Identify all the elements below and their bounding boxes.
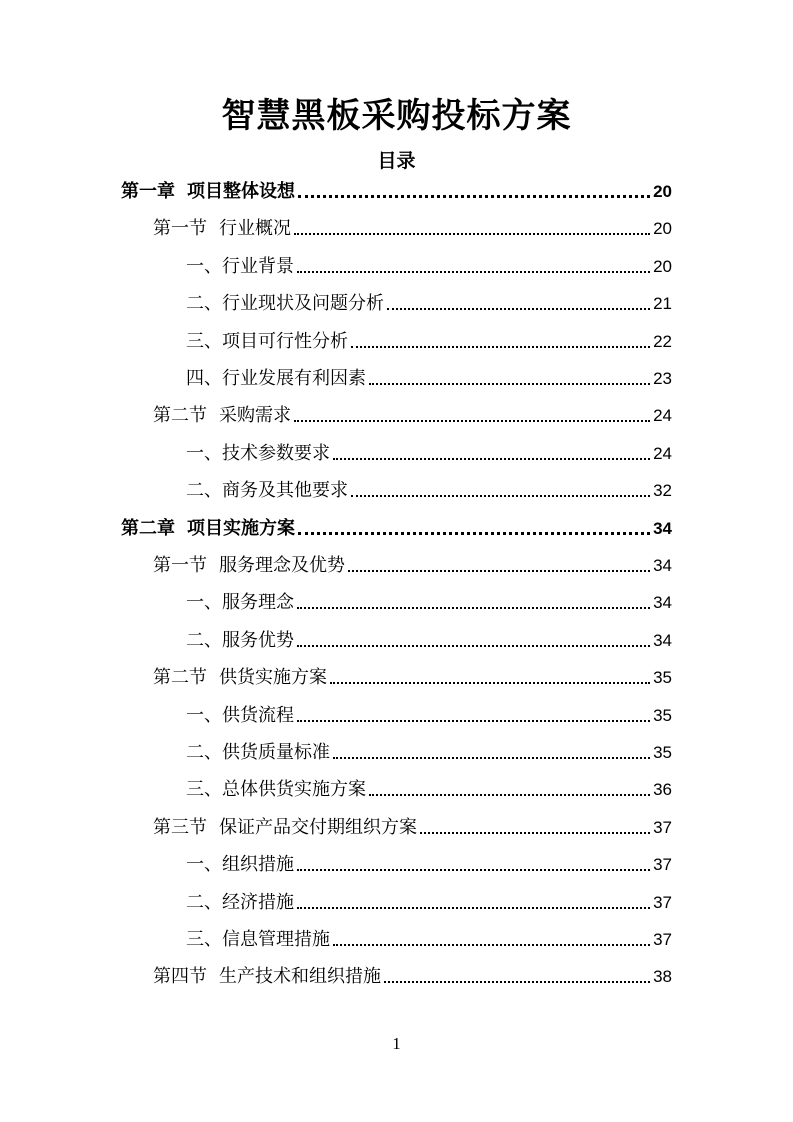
toc-entry-text: 生产技术和组织措施 <box>219 966 381 988</box>
toc-entry-label <box>121 518 295 540</box>
toc-entry-label <box>186 443 330 465</box>
toc-entry-text: 一、技术参数要求 <box>186 442 330 464</box>
toc-entry[interactable] <box>186 362 672 390</box>
toc-entry-text: 项目实施方案 <box>187 517 295 539</box>
toc-entry[interactable] <box>186 287 672 315</box>
toc-entry[interactable] <box>153 811 672 839</box>
toc-entry[interactable] <box>153 960 672 988</box>
toc-entry-page: 24 <box>653 443 672 463</box>
toc-entry-label <box>186 331 348 353</box>
toc-entry-text: 二、经济措施 <box>186 891 294 913</box>
toc-leader-dots <box>333 757 650 759</box>
toc-entry-label <box>121 181 295 203</box>
toc-leader-dots <box>387 308 650 310</box>
toc-entry-page: 37 <box>653 855 672 875</box>
toc-entry[interactable] <box>186 624 672 652</box>
toc-leader-dots <box>297 720 650 722</box>
toc-entry-number: 第一节 <box>153 218 207 240</box>
toc-entry[interactable] <box>153 399 672 427</box>
toc-entry-text: 二、行业现状及问题分析 <box>186 293 384 315</box>
toc-heading: 目录 <box>377 150 416 172</box>
toc-entry[interactable] <box>121 512 672 540</box>
toc-entry-page: 21 <box>653 294 672 314</box>
toc-entry-text: 一、服务理念 <box>186 592 294 614</box>
toc-entry-text: 保证产品交付期组织方案 <box>219 816 417 838</box>
toc-entry-page: 23 <box>653 369 672 388</box>
toc-entry[interactable] <box>121 175 672 203</box>
toc-entry-number: 第二章 <box>121 517 175 539</box>
toc-leader-dots <box>294 233 650 235</box>
toc-entry-page: 34 <box>653 518 672 538</box>
toc-leader-dots <box>297 607 650 609</box>
toc-entry[interactable] <box>186 250 672 278</box>
toc-entry-page: 37 <box>653 892 672 912</box>
toc-entry-label <box>186 854 294 876</box>
toc-leader-dots <box>330 682 650 684</box>
toc-entry-label <box>153 966 381 988</box>
toc-entry-page: 20 <box>653 182 672 201</box>
toc-entry[interactable] <box>153 549 672 577</box>
toc-entry-page: 35 <box>653 668 672 688</box>
toc-entry-text: 一、供货流程 <box>186 704 294 726</box>
toc-entry-number: 第一节 <box>153 555 207 576</box>
document-title: 智慧黑板采购投标方案 <box>221 96 572 136</box>
toc-entry-label <box>153 405 291 427</box>
toc-entry-text: 三、信息管理措施 <box>186 929 330 950</box>
toc-entry[interactable] <box>186 886 672 914</box>
toc-entry-label <box>153 555 345 577</box>
toc-entry-page: 37 <box>653 930 672 949</box>
toc-leader-dots <box>333 458 650 460</box>
toc-entry-text: 三、项目可行性分析 <box>186 330 348 352</box>
toc-entry-label <box>186 742 330 764</box>
toc-entry-page: 20 <box>653 256 672 276</box>
toc-entry-text: 一、组织措施 <box>186 854 294 876</box>
toc-entry-page: 36 <box>653 780 672 800</box>
toc-leader-dots <box>348 570 650 572</box>
toc-leader-dots <box>333 944 650 946</box>
toc-entry-label <box>186 705 294 727</box>
toc-entry-label <box>186 929 330 951</box>
toc-entry-page: 34 <box>653 593 672 613</box>
toc-entry-text: 二、供货质量标准 <box>186 742 330 763</box>
toc-leader-dots <box>297 645 650 647</box>
toc-leader-dots <box>351 346 650 348</box>
toc-entry-number: 第二节 <box>153 667 207 689</box>
toc-leader-dots <box>297 907 650 909</box>
toc-entry-text: 一、行业背景 <box>186 255 294 277</box>
toc-entry-number: 第三节 <box>153 816 207 838</box>
toc-leader-dots <box>297 869 650 871</box>
toc-entry-number: 第二节 <box>153 405 207 427</box>
toc-entry-label <box>186 256 294 278</box>
toc-entry-text: 行业概况 <box>219 218 291 240</box>
toc-entry-text: 供货实施方案 <box>219 667 327 689</box>
toc-entry-number: 第一章 <box>121 181 175 202</box>
toc-entry-label <box>186 368 366 390</box>
toc-entry-text: 采购需求 <box>219 405 291 427</box>
toc-entry[interactable] <box>186 586 672 614</box>
toc-entry-label <box>186 480 348 502</box>
toc-entry[interactable] <box>186 923 672 951</box>
toc-entry[interactable] <box>186 736 672 764</box>
toc-entry[interactable] <box>186 848 672 876</box>
toc-leader-dots <box>351 495 650 497</box>
toc-entry-page: 34 <box>653 630 672 650</box>
toc-entry-page: 38 <box>653 967 672 987</box>
toc-leader-dots <box>294 420 650 422</box>
toc-entry-label <box>186 630 294 652</box>
toc-entry-text: 二、商务及其他要求 <box>186 480 348 502</box>
toc-leader-dots <box>298 195 650 198</box>
toc-entry[interactable] <box>153 212 672 240</box>
toc-entry-label <box>153 667 327 689</box>
toc-entry-text: 四、行业发展有利因素 <box>186 368 366 389</box>
toc-entry-label <box>186 592 294 614</box>
toc-entry-page: 22 <box>653 331 672 351</box>
toc-entry-text: 二、服务优势 <box>186 629 294 651</box>
toc-entry-page: 24 <box>653 406 672 426</box>
toc-entry-label <box>153 817 417 839</box>
toc-leader-dots <box>369 383 650 385</box>
toc-entry-number: 第四节 <box>153 966 207 988</box>
toc-entry-text: 项目整体设想 <box>187 181 295 202</box>
toc-entry-label <box>186 892 294 914</box>
toc-entry-page: 32 <box>653 481 672 501</box>
toc-leader-dots <box>384 981 650 983</box>
toc-entry-page: 35 <box>653 743 672 762</box>
toc-entry-text: 服务理念及优势 <box>219 555 345 576</box>
page-number: 1 <box>392 1034 401 1053</box>
toc-entry[interactable] <box>153 661 672 689</box>
toc-entry-label <box>186 293 384 315</box>
toc-leader-dots <box>420 832 650 834</box>
toc-leader-dots <box>369 794 650 796</box>
toc-entry-label <box>153 218 291 240</box>
toc-entry-text: 三、总体供货实施方案 <box>186 779 366 801</box>
toc-entry-page: 34 <box>653 556 672 575</box>
toc-entry[interactable] <box>186 699 672 727</box>
toc-entry-page: 35 <box>653 705 672 725</box>
toc-entry[interactable] <box>186 474 672 502</box>
toc-entry-label <box>186 779 366 801</box>
toc-entry-page: 37 <box>653 817 672 837</box>
toc-leader-dots <box>298 532 650 535</box>
toc-entry[interactable] <box>186 325 672 353</box>
toc-entry-page: 20 <box>653 219 672 239</box>
toc-leader-dots <box>297 271 650 273</box>
toc-entry[interactable] <box>186 437 672 465</box>
toc-entry[interactable] <box>186 773 672 801</box>
